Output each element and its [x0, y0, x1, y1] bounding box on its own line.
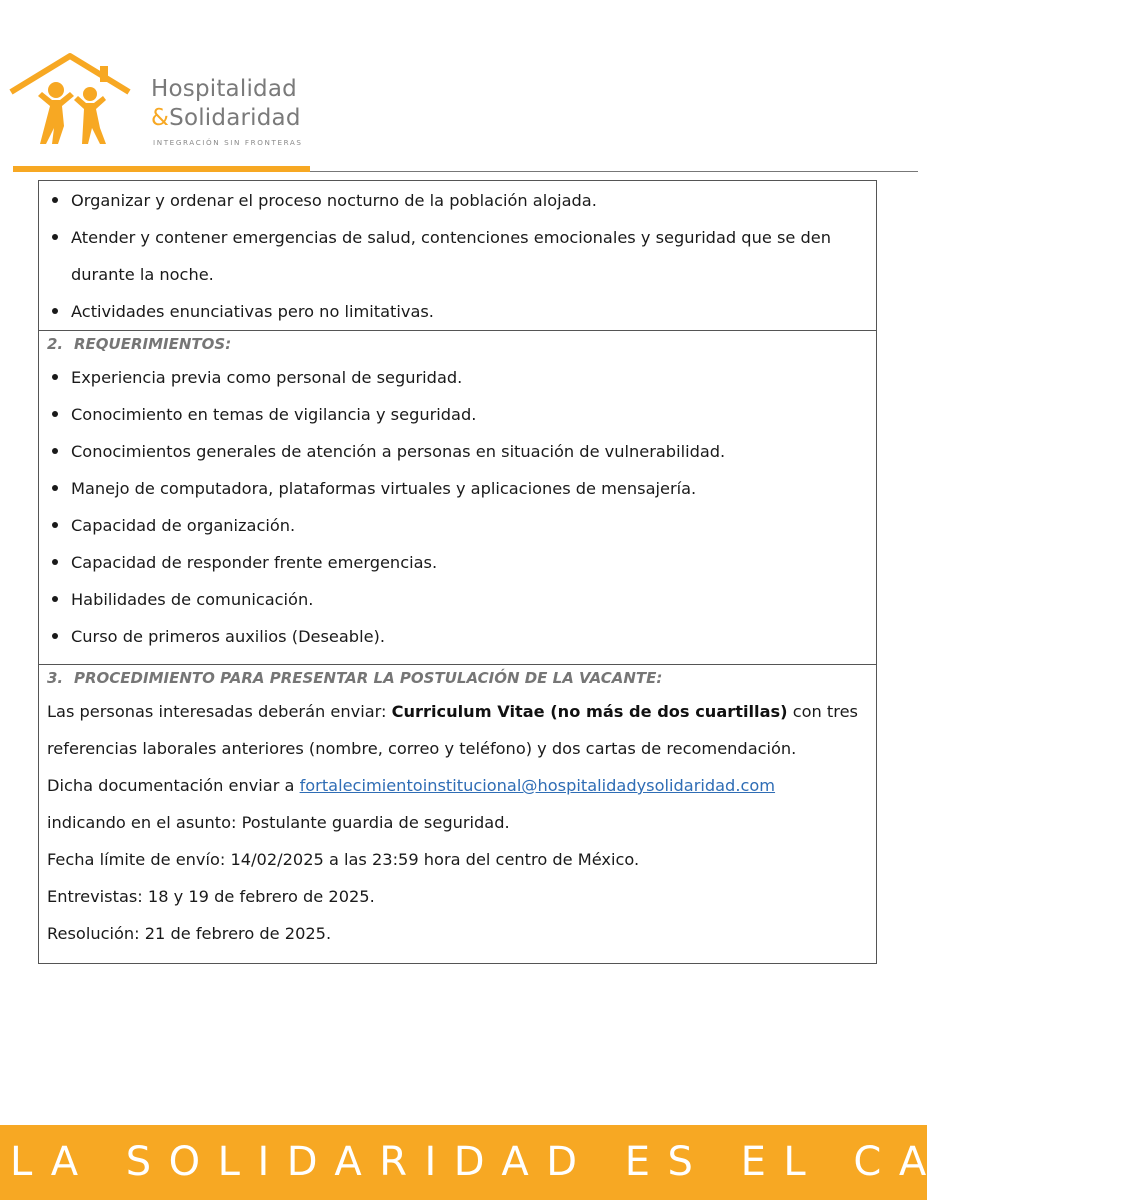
- requirements-heading: [47, 331, 868, 359]
- house-people-icon: [8, 52, 148, 152]
- list-item: Capacidad de responder frente emergencias.: [47, 544, 868, 581]
- section-title: REQUERIMIENTOS:: [74, 335, 232, 353]
- header-accent-bar: [13, 166, 310, 172]
- brand-tagline: INTEGRACIÓN SIN FRONTERAS: [153, 138, 303, 147]
- list-item: Curso de primeros auxilios (Deseable).: [47, 618, 868, 655]
- intro-text: Las personas interesadas deberán enviar:: [47, 702, 392, 721]
- list-item: Habilidades de comunicación.: [47, 581, 868, 618]
- header-divider: [310, 171, 918, 172]
- brand-name-solidaridad: Solidaridad: [169, 105, 301, 131]
- interviews-line: Entrevistas: 18 y 19 de febrero de 2025.: [47, 887, 375, 906]
- subject-line: indicando en el asunto: Postulante guardia de seguridad.: [47, 813, 510, 832]
- vacancy-details-table: [38, 180, 877, 964]
- responsibilities-cell: [39, 181, 876, 331]
- section-title: PROCEDIMIENTO PARA PRESENTAR LA POSTULACIÓN DE LA VACANTE:: [74, 669, 663, 687]
- footer-slogan-banner: [0, 1125, 1121, 1200]
- send-to-line: [47, 767, 868, 804]
- brand-name: Hospitalidad: [151, 76, 297, 102]
- references-line: referencias laborales anteriores (nombre, correo y teléfono) y dos cartas de recomendación.: [47, 739, 797, 758]
- brand-ampersand: &: [151, 105, 170, 131]
- requirements-list: [47, 359, 868, 655]
- cv-requirement: Curriculum Vitae (no más de dos cuartillas): [391, 702, 788, 721]
- list-item: Conocimiento en temas de vigilancia y seguridad.: [47, 396, 868, 433]
- list-item: Actividades enunciativas pero no limitativas.: [47, 293, 868, 330]
- section-number: 2.: [47, 335, 64, 353]
- brand-name-second-line: [151, 105, 301, 131]
- list-item: Capacidad de organización.: [47, 507, 868, 544]
- list-item: Conocimientos generales de atención a personas en situación de vulnerabilidad.: [47, 433, 868, 470]
- application-procedure-cell: [39, 665, 876, 963]
- responsibilities-list: [47, 182, 868, 330]
- email-link[interactable]: fortalecimientoinstitucional@hospitalidadysolidaridad.com: [299, 776, 776, 795]
- section-number: 3.: [47, 669, 64, 687]
- application-intro: [47, 693, 868, 730]
- footer-slogan: LA SOLIDARIDAD ES EL CAMINO: [10, 1139, 1121, 1185]
- send-prefix: Dicha documentación enviar a: [47, 776, 300, 795]
- requirements-cell: [39, 331, 876, 665]
- intro-suffix: con tres: [787, 702, 858, 721]
- organization-logo: [8, 52, 318, 174]
- resolution-line: Resolución: 21 de febrero de 2025.: [47, 924, 332, 943]
- deadline-line: Fecha límite de envío: 14/02/2025 a las 23:59 hora del centro de México.: [47, 850, 640, 869]
- list-item: Manejo de computadora, plataformas virtuales y aplicaciones de mensajería.: [47, 470, 868, 507]
- procedure-heading: [47, 665, 868, 693]
- list-item: Organizar y ordenar el proceso nocturno de la población alojada.: [47, 182, 868, 219]
- list-item: Atender y contener emergencias de salud, contenciones emocionales y seguridad que se den durante la noche.: [47, 219, 868, 293]
- list-item: Experiencia previa como personal de seguridad.: [47, 359, 868, 396]
